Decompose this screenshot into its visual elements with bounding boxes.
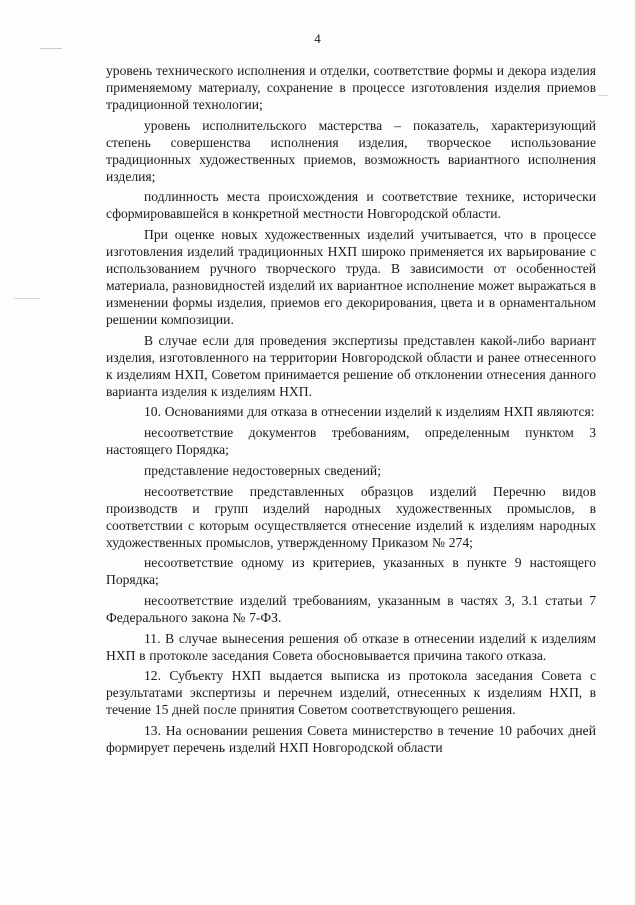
paragraph: При оценке новых художественных изделий учитывается, что в процессе изготовления изделий традиционных НХП широко применяется их варьирование с использованием ручного творческого труда. В зависимости от особенностей материала, разновидностей изделий их вариантное исполнение может выражаться в изменении формы изделия, приемов его декорирования, цвета и в орнаментальном решении композиции. (106, 227, 596, 328)
document-body (106, 62, 596, 760)
paragraph: уровень технического исполнения и отделки, соответствие формы и декора изделия применяемому материалу, сохранение в процессе изготовления изделия приемов традиционной технологии; (106, 63, 596, 112)
scan-mark (40, 48, 62, 49)
paragraph: 13. На основании решения Совета министерство в течение 10 рабочих дней формирует перечень изделий НХП Новгородской области (106, 722, 596, 755)
scan-mark (14, 298, 40, 299)
paragraph: несоответствие изделий требованиям, указанным в частях 3, 3.1 статьи 7 Федерального закона № 7-ФЗ. (106, 592, 596, 625)
paragraph: подлинность места происхождения и соответствие технике, исторически сформировавшейся в конкретной местности Новгородской области. (106, 189, 596, 222)
paragraph: уровень исполнительского мастерства – показатель, характеризующий степень совершенства исполнения изделия, творческое использование традиционных художественных приемов, возможность вариантного исполнения изделия; (106, 117, 596, 184)
paragraph: несоответствие документов требованиям, определенным пунктом 3 настоящего Порядка; (106, 425, 596, 458)
page-number: 4 (314, 31, 321, 46)
scan-mark (598, 95, 608, 96)
paragraph: В случае если для проведения экспертизы представлен какой-либо вариант изделия, изготовленного на территории Новгородской области и ранее отнесенного к изделиям НХП, Советом принимается решение об отклонении отнесения данного варианта изделия к изделиям НХП. (106, 332, 596, 399)
paragraph: 11. В случае вынесения решения об отказе в отнесении изделий к изделиям НХП в протоколе заседания Совета обосновывается причина такого отказа. (106, 630, 596, 663)
paragraph: 10. Основаниями для отказа в отнесении изделий к изделиям НХП являются: (144, 404, 595, 420)
paragraph: несоответствие представленных образцов изделий Перечню видов производств и групп изделий народных художественных промыслов, в соответствии с которым осуществляется отнесение изделий к изделиям народных художественных промыслов, утвержденному Приказом № 274; (106, 483, 596, 550)
paragraph: 12. Субъекту НХП выдается выписка из протокола заседания Совета с результатами экспертизы и перечнем изделий, отнесенных к изделиям НХП, в течение 15 дней после принятия Советом соответствующего решения. (106, 668, 596, 718)
paragraph: несоответствие одному из критериев, указанных в пункте 9 настоящего Порядка; (106, 555, 596, 588)
paragraph: представление недостоверных сведений; (144, 462, 381, 478)
